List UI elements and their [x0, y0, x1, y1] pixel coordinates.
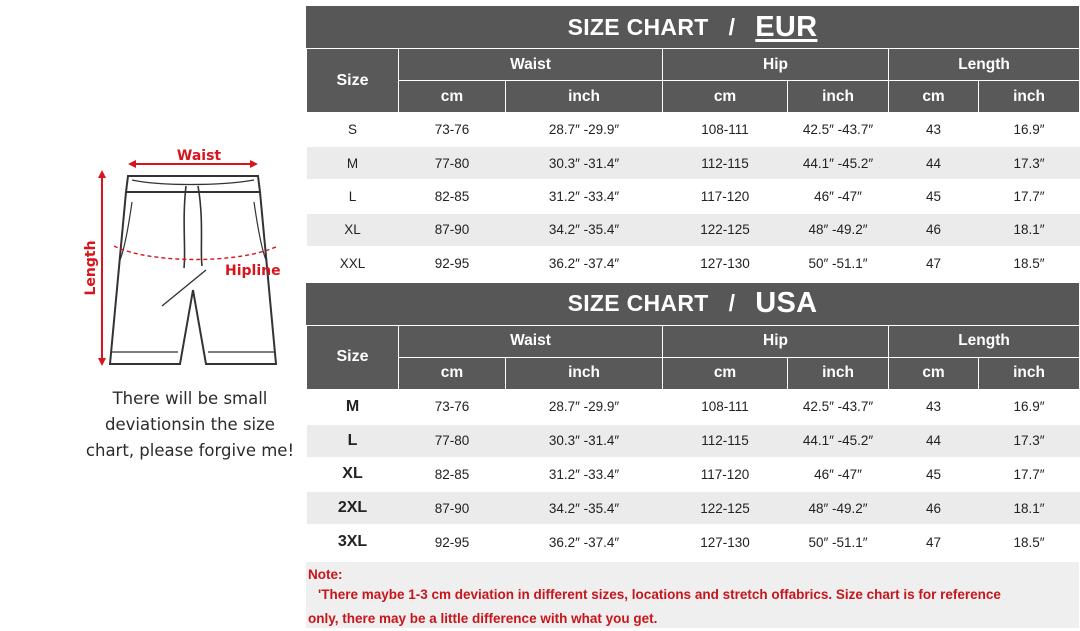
size-cell: 2XL [307, 491, 399, 525]
length-inch-cell: 16.9″ [979, 113, 1080, 146]
waist-inch-cell: 34.2″ -35.4″ [506, 491, 663, 525]
hip-inch-cell: 44.1″ -45.2″ [788, 424, 889, 458]
note-label: Note: [308, 566, 343, 582]
hip-cm-header: cm [663, 357, 788, 390]
size-cell: M [307, 390, 399, 424]
table-row [307, 113, 1080, 146]
waist-cm-cell: 87-90 [399, 491, 506, 525]
waist-cm-header: cm [399, 81, 506, 114]
hip-inch-cell: 48″ -49.2″ [788, 213, 889, 246]
caption-line: chart, please forgive me! [85, 441, 295, 460]
size-cell: S [307, 113, 399, 146]
shorts-diagram [70, 140, 310, 380]
length-cm-cell: 46 [889, 491, 979, 525]
waist-header: Waist [399, 49, 663, 81]
length-cm-cell: 43 [889, 390, 979, 424]
hipline-dashed-icon [114, 246, 278, 260]
hip-cm-cell: 122-125 [663, 213, 788, 246]
waist-inch-cell: 30.3″ -31.4″ [506, 146, 663, 179]
waist-inch-header: inch [506, 357, 663, 390]
waist-cm-cell: 92-95 [399, 247, 506, 280]
hip-cm-cell: 108-111 [663, 113, 788, 146]
hip-inch-cell: 44.1″ -45.2″ [788, 146, 889, 179]
size-note [306, 562, 1079, 628]
usa-size-table [306, 325, 1080, 560]
waist-inch-cell: 28.7″ -29.9″ [506, 113, 663, 146]
length-arrow-icon [98, 170, 106, 366]
note-line: 'There maybe 1-3 cm deviation in different sizes, locations and stretch offabrics. Size chart is for reference [318, 586, 1001, 602]
table-row [307, 146, 1080, 179]
waist-cm-cell: 92-95 [399, 525, 506, 559]
hip-header: Hip [663, 325, 889, 357]
waist-cm-cell: 87-90 [399, 213, 506, 246]
size-cell: XL [307, 213, 399, 246]
eur-title: SIZE CHART [567, 13, 709, 40]
size-cell: L [307, 180, 399, 213]
title-separator: / [728, 290, 736, 317]
hip-cm-cell: 127-130 [663, 247, 788, 280]
waist-inch-cell: 31.2″ -33.4″ [506, 180, 663, 213]
length-header: Length [889, 325, 1080, 357]
eur-title-bar [306, 6, 1079, 48]
length-inch-cell: 18.1″ [979, 213, 1080, 246]
hip-cm-cell: 108-111 [663, 390, 788, 424]
hip-inch-cell: 42.5″ -43.7″ [788, 390, 889, 424]
size-header: Size [307, 49, 399, 114]
waist-cm-cell: 73-76 [399, 390, 506, 424]
table-row [307, 525, 1080, 559]
length-inch-cell: 17.3″ [979, 424, 1080, 458]
usa-title: SIZE CHART [567, 290, 709, 317]
shorts-illustration-panel [0, 0, 305, 622]
table-row [307, 458, 1080, 492]
size-chart-panel [306, 6, 1079, 628]
waist-inch-cell: 28.7″ -29.9″ [506, 390, 663, 424]
hipline-label: Hipline [225, 263, 281, 279]
length-inch-cell: 17.3″ [979, 146, 1080, 179]
table-row [307, 247, 1080, 280]
hip-inch-cell: 50″ -51.1″ [788, 247, 889, 280]
waist-inch-cell: 31.2″ -33.4″ [506, 458, 663, 492]
hip-inch-cell: 46″ -47″ [788, 180, 889, 213]
hip-cm-cell: 117-120 [663, 458, 788, 492]
length-cm-cell: 45 [889, 180, 979, 213]
length-cm-cell: 43 [889, 113, 979, 146]
length-inch-cell: 17.7″ [979, 180, 1080, 213]
length-cm-cell: 45 [889, 458, 979, 492]
waist-cm-cell: 73-76 [399, 113, 506, 146]
length-header: Length [889, 49, 1080, 81]
waist-header: Waist [399, 325, 663, 357]
hip-cm-cell: 112-115 [663, 146, 788, 179]
waist-inch-cell: 30.3″ -31.4″ [506, 424, 663, 458]
table-row [307, 424, 1080, 458]
hip-inch-header: inch [788, 81, 889, 114]
hip-cm-cell: 122-125 [663, 491, 788, 525]
hip-inch-cell: 48″ -49.2″ [788, 491, 889, 525]
size-cell: XXL [307, 247, 399, 280]
waist-label: Waist [176, 148, 222, 164]
hip-cm-cell: 117-120 [663, 180, 788, 213]
waist-cm-header: cm [399, 357, 506, 390]
length-label: Length [83, 240, 99, 296]
hip-cm-cell: 127-130 [663, 525, 788, 559]
size-header: Size [307, 325, 399, 390]
usa-title-bar [306, 283, 1079, 325]
length-cm-cell: 44 [889, 146, 979, 179]
table-row [307, 213, 1080, 246]
length-cm-header: cm [889, 357, 979, 390]
length-inch-cell: 17.7″ [979, 458, 1080, 492]
hip-inch-cell: 46″ -47″ [788, 458, 889, 492]
table-row [307, 180, 1080, 213]
size-cell: M [307, 146, 399, 179]
length-cm-cell: 47 [889, 247, 979, 280]
eur-region: EUR [755, 10, 818, 43]
size-cell: 3XL [307, 525, 399, 559]
waist-cm-cell: 77-80 [399, 424, 506, 458]
length-cm-cell: 46 [889, 213, 979, 246]
waist-inch-header: inch [506, 81, 663, 114]
waist-inch-cell: 34.2″ -35.4″ [506, 213, 663, 246]
hip-inch-header: inch [788, 357, 889, 390]
eur-size-table [306, 48, 1080, 281]
waist-inch-cell: 36.2″ -37.4″ [506, 247, 663, 280]
hip-inch-cell: 50″ -51.1″ [788, 525, 889, 559]
length-inch-cell: 18.5″ [979, 525, 1080, 559]
length-inch-cell: 18.1″ [979, 491, 1080, 525]
waist-inch-cell: 36.2″ -37.4″ [506, 525, 663, 559]
note-line: only, there may be a little difference with what you get. [308, 610, 658, 626]
length-cm-header: cm [889, 81, 979, 114]
caption-line: deviationsin the size [105, 415, 275, 434]
length-inch-cell: 16.9″ [979, 390, 1080, 424]
hip-inch-cell: 42.5″ -43.7″ [788, 113, 889, 146]
title-separator: / [728, 13, 736, 40]
waist-cm-cell: 77-80 [399, 146, 506, 179]
length-cm-cell: 47 [889, 525, 979, 559]
hip-cm-cell: 112-115 [663, 424, 788, 458]
size-cell: L [307, 424, 399, 458]
table-row [307, 390, 1080, 424]
hip-header: Hip [663, 49, 889, 81]
caption-line: There will be small [112, 389, 268, 408]
length-inch-header: inch [979, 81, 1080, 114]
size-cell: XL [307, 458, 399, 492]
length-inch-cell: 18.5″ [979, 247, 1080, 280]
hip-cm-header: cm [663, 81, 788, 114]
waist-cm-cell: 82-85 [399, 458, 506, 492]
length-cm-cell: 44 [889, 424, 979, 458]
waist-cm-cell: 82-85 [399, 180, 506, 213]
length-inch-header: inch [979, 357, 1080, 390]
deviation-caption [70, 386, 310, 464]
usa-region: USA [755, 287, 818, 320]
table-row [307, 491, 1080, 525]
